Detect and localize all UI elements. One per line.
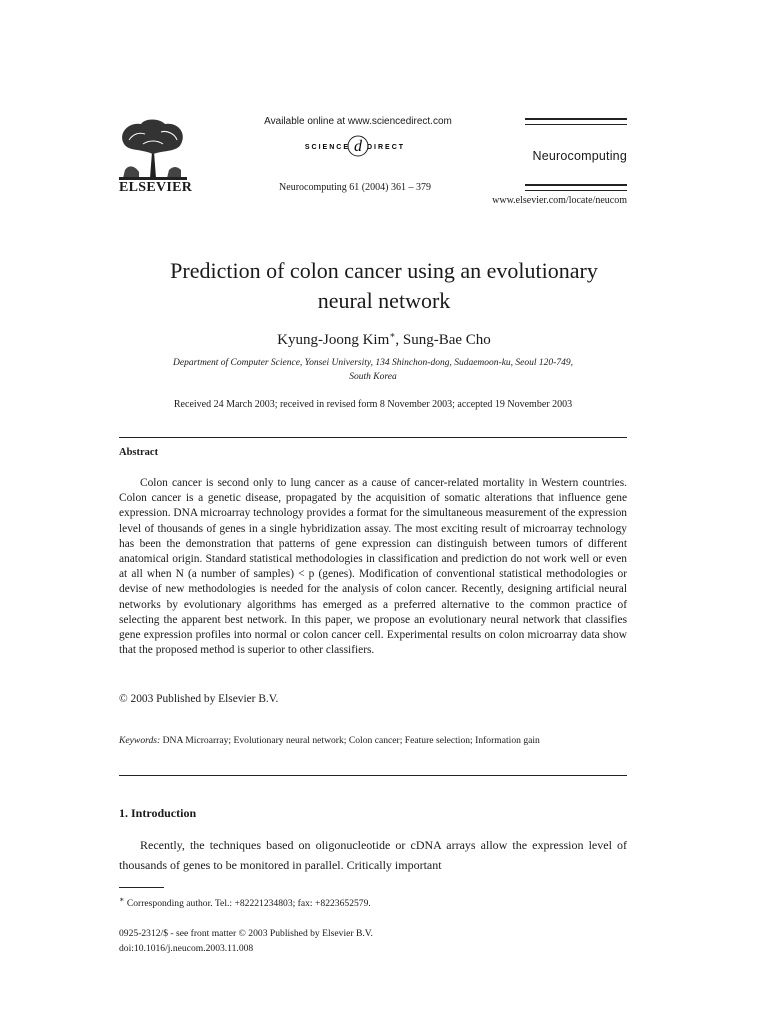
header-rule-bottom-1 <box>525 184 627 186</box>
journal-citation: Neurocomputing 61 (2004) 361 – 379 <box>279 182 431 193</box>
available-online-text: Available online at www.sciencedirect.com <box>264 116 452 127</box>
journal-name: Neurocomputing <box>532 149 627 163</box>
section-heading: 1. Introduction <box>119 806 197 820</box>
footnote-mark: ∗ <box>119 895 125 904</box>
authors <box>100 330 668 349</box>
header-rule-bottom-2 <box>525 190 627 191</box>
affiliation-line-1: Department of Computer Science, Yonsei University, 134 Shinchon-dong, Sudaemoon-ku, Seoul 120-749, <box>173 358 573 368</box>
section-body <box>119 835 627 875</box>
title-line-1: Prediction of colon cancer using an evolutionary <box>170 258 598 283</box>
section-paragraph: Recently, the techniques based on oligonucleotide or cDNA arrays allow the expression level of thousands of genes to be monitored in parallel. Critically important <box>119 838 627 872</box>
author-2: , Sung-Bae Cho <box>395 332 491 348</box>
abstract-paragraph: Colon cancer is second only to lung cancer as a cause of cancer-related mortality in Western countries. Colon cancer is a genetic disease, propagated by the acquisition of somatic alterations that influence gene expression. DNA microarray technology provides a format for the simultaneous measurement of the expression level of thousands of genes in a single hybridization assay. The most exciting result of microarray technology has been the demonstration that patterns of gene expression can distinguish between tumors of different anatomical origin. Standard statistical methodologies in classification and prediction do not work well or even at all when N (a number of samples) < p (genes). Modification of conventional statistical methodologies or devise of new methodologies is needed for the analysis of colon cancer. Recently, designing artificial neural networks by evolutionary algorithms has emerged as a preferred alternative to the common practice of selecting the apparent best network. In this paper, we propose an evolutionary neural network that classifies gene expression profiles into normal or colon cancer cell. Experimental results on colon microarray data show that the proposed method is superior to other classifiers. <box>119 477 628 657</box>
publisher-name: ELSEVIER <box>119 180 193 195</box>
abstract-rule-top <box>119 437 627 438</box>
footnote-corresponding <box>119 895 371 909</box>
title-line-2: neural network <box>317 288 451 313</box>
author-1: Kyung-Joong Kim <box>277 332 390 348</box>
affiliation-line-2: South Korea <box>349 372 397 382</box>
article-title <box>100 256 668 316</box>
sd-logo-left: SCIENCE <box>304 144 350 151</box>
abstract-heading: Abstract <box>119 447 159 458</box>
sd-logo-middle: d <box>354 138 362 155</box>
abstract-copyright: © 2003 Published by Elsevier B.V. <box>119 693 279 705</box>
footnote-rule <box>119 887 164 888</box>
sd-logo-right: DIRECT <box>367 144 406 151</box>
keywords-label: Keywords: <box>119 735 161 746</box>
corresponding-mark: ∗ <box>389 330 396 340</box>
sciencedirect-logo <box>258 134 458 160</box>
abstract-rule-bottom <box>119 775 627 776</box>
keywords-text: DNA Microarray; Evolutionary neural network; Colon cancer; Feature selection; Information gain <box>162 735 540 746</box>
doi-line[interactable]: doi:10.1016/j.neucom.2003.11.008 <box>119 943 254 954</box>
journal-url[interactable]: www.elsevier.com/locate/neucom <box>492 195 627 206</box>
keywords <box>119 734 627 748</box>
footnote-text: Corresponding author. Tel.: +82221234803; fax: +8223652579. <box>126 898 371 910</box>
header-rule-top-2 <box>525 124 627 125</box>
issn-line: 0925-2312/$ - see front matter © 2003 Published by Elsevier B.V. <box>119 928 373 939</box>
article-dates: Received 24 March 2003; received in revised form 8 November 2003; accepted 19 November 2003 <box>173 399 573 410</box>
affiliation <box>119 356 627 384</box>
abstract-body <box>119 476 627 658</box>
header-rule-top-1 <box>525 118 627 120</box>
